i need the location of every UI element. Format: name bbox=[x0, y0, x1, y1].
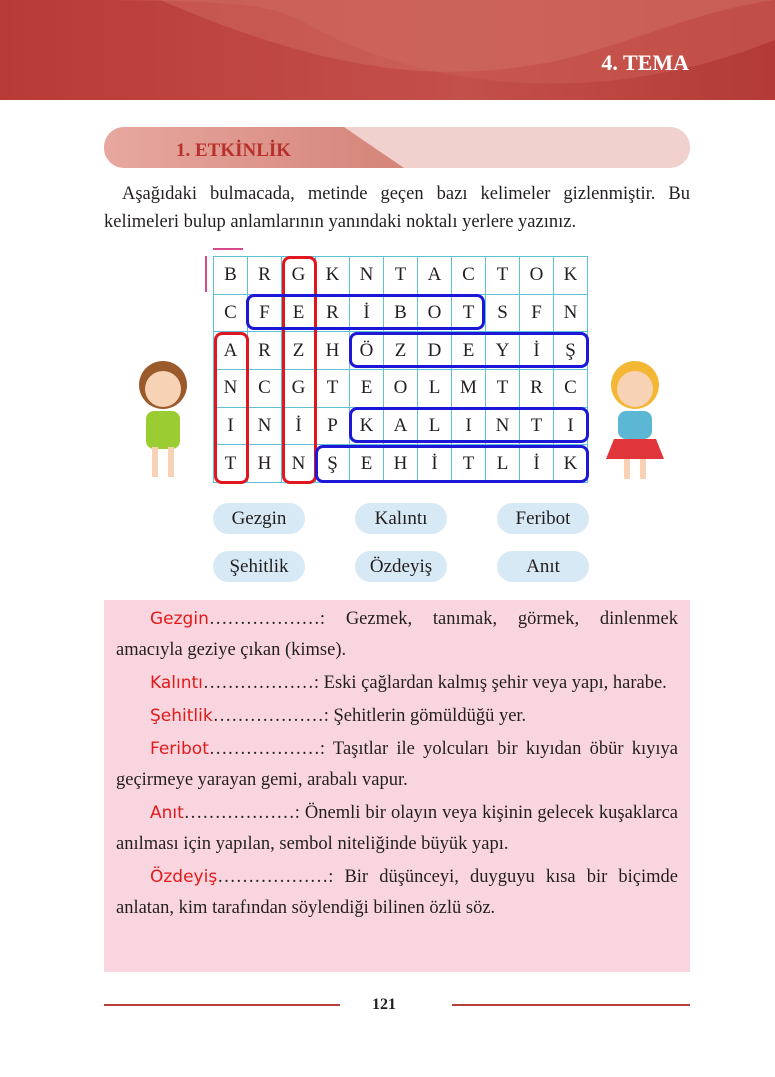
answer-text: Özdeyiş bbox=[150, 867, 218, 887]
grid-cell: R bbox=[316, 295, 350, 333]
word-ozdeyis: Özdeyiş bbox=[355, 551, 447, 582]
grid-cell: T bbox=[384, 257, 418, 295]
page-number: 121 bbox=[372, 996, 396, 1013]
grid-cell: Ö bbox=[350, 332, 384, 370]
answer-blank: ………………: bbox=[212, 706, 329, 726]
definition-item bbox=[116, 734, 678, 796]
definition-item bbox=[116, 604, 678, 666]
answer-text: Feribot bbox=[150, 739, 209, 759]
word-kalinti: Kalıntı bbox=[355, 503, 447, 534]
answer-text: Gezgin bbox=[150, 609, 209, 629]
grid-cell: F bbox=[248, 295, 282, 333]
grid-cell: A bbox=[384, 408, 418, 446]
grid-cell: T bbox=[520, 408, 554, 446]
grid-cell: T bbox=[316, 370, 350, 408]
word-feribot: Feribot bbox=[497, 503, 589, 534]
footer-line-left bbox=[104, 1004, 340, 1006]
grid-cell: Y bbox=[486, 332, 520, 370]
definition-text: Önemli bir olayın veya kişinin gelecek kuşaklarca anılması için yapılan, sembol niteliğinde büyük yapı. bbox=[116, 803, 678, 854]
answer-blank: ………………: bbox=[208, 739, 326, 759]
girl-illustration bbox=[128, 355, 198, 485]
grid-cell: K bbox=[350, 408, 384, 446]
highlight-anit bbox=[214, 332, 249, 484]
grid-cell: İ bbox=[418, 445, 452, 483]
grid-cell: F bbox=[520, 295, 554, 333]
grid-cell: İ bbox=[520, 332, 554, 370]
grid-cell: C bbox=[452, 257, 486, 295]
answer-blank: ………………: bbox=[217, 867, 334, 887]
grid-cell: İ bbox=[520, 445, 554, 483]
definition-item bbox=[116, 798, 678, 860]
grid-cell: D bbox=[418, 332, 452, 370]
grid-cell: B bbox=[384, 295, 418, 333]
highlight-gezgin bbox=[282, 256, 317, 484]
grid-cell: T bbox=[486, 370, 520, 408]
grid-cell: O bbox=[384, 370, 418, 408]
grid-cell: L bbox=[486, 445, 520, 483]
grid-cell: I bbox=[214, 408, 248, 446]
grid-cell: Ş bbox=[554, 332, 588, 370]
highlight-kalinti bbox=[349, 407, 589, 443]
grid-cell: B bbox=[214, 257, 248, 295]
answer-text: Kalıntı bbox=[150, 673, 203, 693]
grid-cell: L bbox=[418, 370, 452, 408]
grid-cell: A bbox=[214, 332, 248, 370]
footer-line-right bbox=[452, 1004, 690, 1006]
highlight-feribot bbox=[246, 294, 485, 330]
grid-cell: E bbox=[452, 332, 486, 370]
grid-cell: N bbox=[486, 408, 520, 446]
grid-cell: N bbox=[248, 408, 282, 446]
grid-cell: H bbox=[316, 332, 350, 370]
grid-cell: G bbox=[282, 257, 316, 295]
activity-title: 1. ETKİNLİK bbox=[176, 140, 292, 161]
girl-illustration-2 bbox=[600, 355, 670, 485]
grid-cell: Z bbox=[282, 332, 316, 370]
grid-cell: O bbox=[520, 257, 554, 295]
answer-blank: ………………: bbox=[183, 803, 300, 823]
answer-blank: ………………: bbox=[202, 673, 320, 693]
arrow-right-icon bbox=[213, 248, 243, 250]
activity-banner bbox=[104, 127, 690, 168]
grid-cell: K bbox=[554, 445, 588, 483]
grid-cell: C bbox=[248, 370, 282, 408]
grid-cell: O bbox=[418, 295, 452, 333]
definition-text: Eski çağlardan kalmış şehir veya yapı, harabe. bbox=[319, 673, 667, 693]
grid-cell: T bbox=[452, 295, 486, 333]
arrow-down-icon bbox=[205, 256, 207, 292]
grid-cell: E bbox=[350, 445, 384, 483]
definition-item bbox=[116, 668, 678, 699]
answer-blank: ………………: bbox=[208, 609, 325, 629]
grid-cell: S bbox=[486, 295, 520, 333]
grid-cell: H bbox=[248, 445, 282, 483]
grid-cell: E bbox=[350, 370, 384, 408]
definitions-box bbox=[104, 600, 690, 972]
grid-cell: A bbox=[418, 257, 452, 295]
highlight-sehitlik bbox=[315, 445, 589, 483]
definition-text: Gezmek, tanımak, görmek, dinlenmek amacıyla geziye çıkan (kimse). bbox=[116, 609, 678, 660]
definition-item bbox=[116, 862, 678, 924]
grid-cell: K bbox=[554, 257, 588, 295]
grid-cell: R bbox=[248, 257, 282, 295]
grid-cell: R bbox=[520, 370, 554, 408]
grid-cell: H bbox=[384, 445, 418, 483]
definition-item bbox=[116, 701, 678, 732]
answer-text: Anıt bbox=[150, 803, 184, 823]
grid-cell: C bbox=[554, 370, 588, 408]
grid-cell: E bbox=[282, 295, 316, 333]
grid-cell: M bbox=[452, 370, 486, 408]
grid-cell: T bbox=[452, 445, 486, 483]
grid-cell: I bbox=[554, 408, 588, 446]
grid-cell: Ş bbox=[316, 445, 350, 483]
theme-label: 4. TEMA bbox=[601, 50, 689, 75]
grid-cell: N bbox=[282, 445, 316, 483]
word-sehitlik: Şehitlik bbox=[213, 551, 305, 582]
word-gezgin: Gezgin bbox=[213, 503, 305, 534]
grid-cell: N bbox=[214, 370, 248, 408]
definition-text: Taşıtlar ile yolcuları bir kıyıdan öbür kıyıya geçirmeye yarayan gemi, arabalı vapur. bbox=[116, 739, 678, 790]
grid-cell: I bbox=[452, 408, 486, 446]
grid-cell: R bbox=[248, 332, 282, 370]
instructions: Aşağıdaki bulmacada, metinde geçen bazı kelimeler gizlenmiştir. Bu kelimeleri bulup anlamlarının yanındaki noktalı yerlere yazınız. bbox=[104, 184, 690, 232]
grid-cell: T bbox=[486, 257, 520, 295]
grid-cell: C bbox=[214, 295, 248, 333]
grid-cell: İ bbox=[350, 295, 384, 333]
grid-cell: K bbox=[316, 257, 350, 295]
grid-cell: N bbox=[350, 257, 384, 295]
chapter-header bbox=[0, 0, 775, 100]
definition-text: Şehitlerin gömüldüğü yer. bbox=[328, 706, 527, 726]
definition-text: Bir düşünceyi, duyguyu kısa bir biçimde anlatan, kim tarafından söylendiği bilinen özlü söz. bbox=[116, 867, 678, 918]
grid-cell: L bbox=[418, 408, 452, 446]
grid-cell: G bbox=[282, 370, 316, 408]
grid-cell: İ bbox=[282, 408, 316, 446]
grid-cell: Z bbox=[384, 332, 418, 370]
grid-cell: P bbox=[316, 408, 350, 446]
answer-text: Şehitlik bbox=[150, 706, 213, 726]
highlight-ozdeyis bbox=[349, 332, 589, 368]
grid-cell: T bbox=[214, 445, 248, 483]
grid-cell: N bbox=[554, 295, 588, 333]
word-anit: Anıt bbox=[497, 551, 589, 582]
